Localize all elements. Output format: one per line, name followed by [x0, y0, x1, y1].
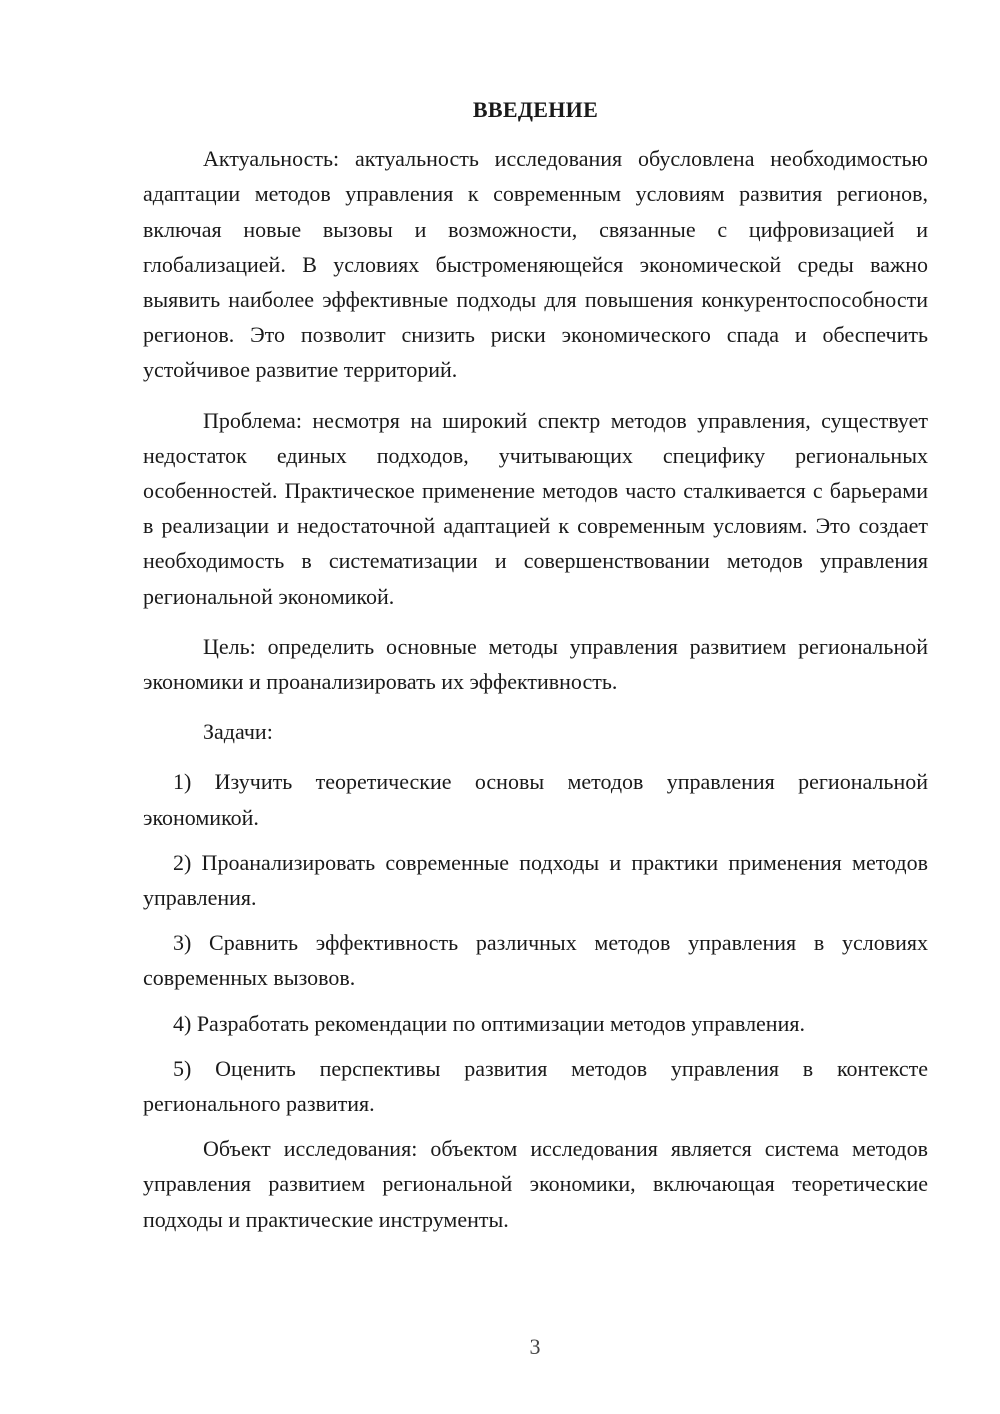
task-item-2: 2) Проанализировать современные подходы и практики применения методов управления.	[143, 849, 928, 911]
paragraph-object: Объект исследования: объектом исследования является система методов управления развитием региональной экономики, включающая теоретические подходы и практические инструменты.	[143, 1136, 928, 1232]
task-item-4: 4) Разработать рекомендации по оптимизации методов управления.	[173, 1010, 805, 1036]
task-item-3: 3) Сравнить эффективность различных методов управления в условиях современных вызовов.	[143, 930, 928, 991]
task-item-5: 5) Оценить перспективы развития методов управления в контексте регионального развития.	[143, 1055, 928, 1117]
document-page	[143, 92, 928, 1252]
task-item-1: 1) Изучить теоретические основы методов управления региональной экономикой.	[143, 769, 928, 830]
paragraph-goal: Цель: определить основные методы управления развитием региональной экономики и проанализировать их эффективность.	[143, 633, 928, 695]
tasks-heading: Задачи:	[203, 719, 273, 745]
section-title: ВВЕДЕНИЕ	[472, 97, 599, 122]
paragraph-relevance: Актуальность: актуальность исследования обусловлена необходимостью адаптации методов управления к современным условиям развития регионов, включая новые вызовы и возможности, связанные с цифровизацией и глобализацией. В условиях быстроменяющейся экономической среды важно выявить наиболее эффективные подходы для повышения конкурентоспособности регионов. Это позволит снизить риски экономического спада и обеспечить устойчивое развитие территорий.	[143, 146, 928, 383]
page-number: 3	[529, 1334, 541, 1359]
paragraph-problem: Проблема: несмотря на широкий спектр методов управления, существует недостаток единых подходов, учитывающих специфику региональных особенностей. Практическое применение методов часто сталкивается с барьерами в реализации и недостаточной адаптацией к современным условиям. Это создает необходимость в систематизации и совершенствовании методов управления региональной экономикой.	[143, 407, 928, 609]
